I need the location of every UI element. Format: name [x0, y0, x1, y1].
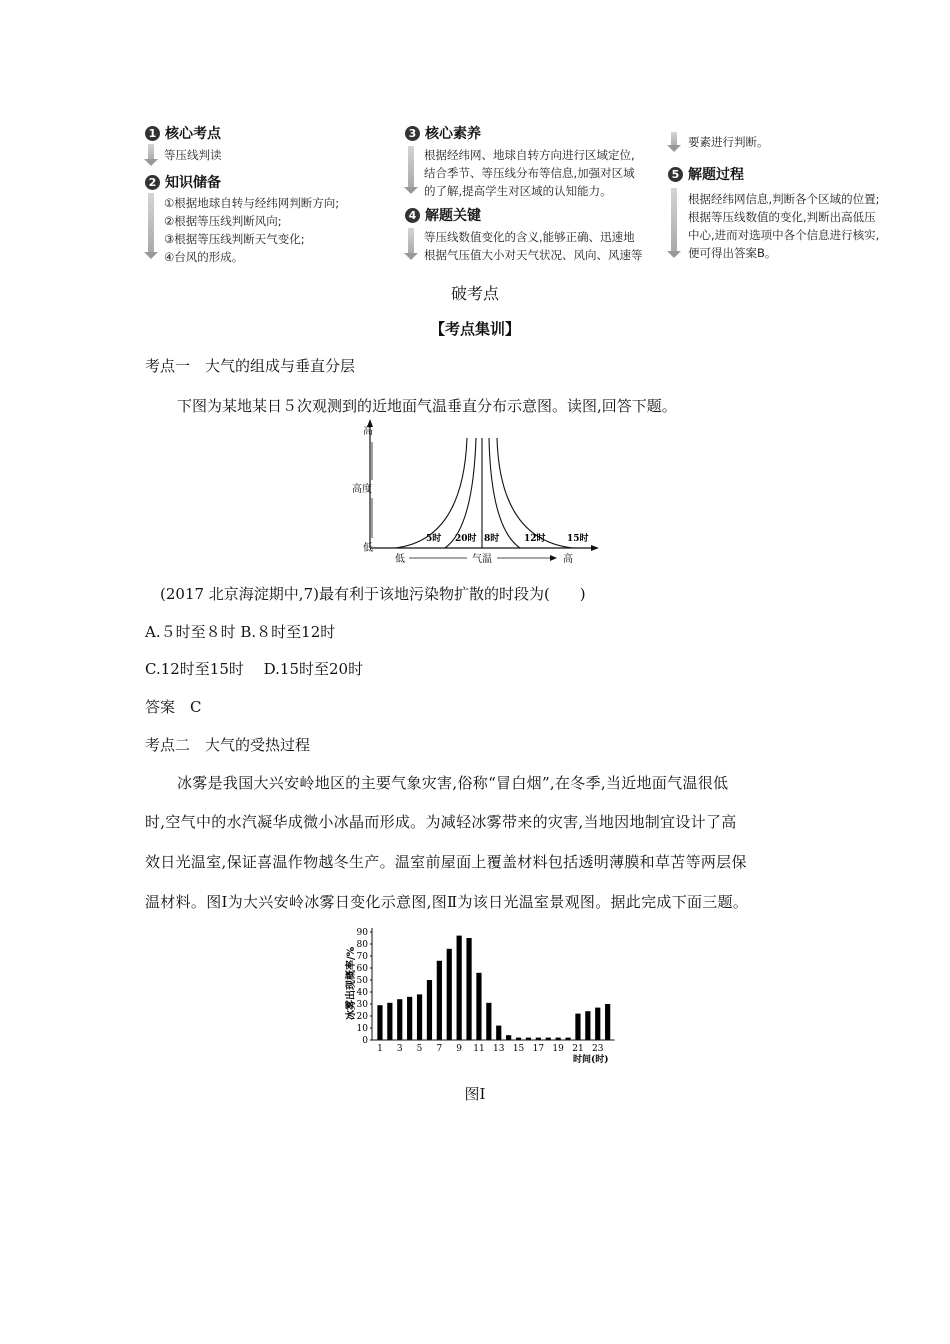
bar-22 — [585, 1011, 590, 1040]
question-text: (2017 北京海淀期中,7)最有利于该地污染物扩散的时段为( ) — [160, 585, 586, 603]
x-axis-label: 气温 — [472, 554, 492, 565]
y-tick-label: 0 — [362, 1036, 368, 1046]
text-line: 根据经纬网信息,判断各个区域的位置; — [688, 192, 880, 206]
x-axis-arrow-icon — [591, 545, 599, 551]
number-badge: 3 — [405, 126, 420, 141]
options-a-b: A.５时至８时 B.８时至12时 — [145, 623, 336, 641]
curve-20h — [445, 438, 476, 548]
bar-24 — [605, 1004, 610, 1040]
y-tick-label: 50 — [356, 976, 368, 986]
x-tick-label: 13 — [493, 1044, 505, 1054]
y-axis-label: 高度 — [352, 484, 372, 495]
section-title: 知识储备 — [165, 175, 221, 191]
y-low-label: 低 — [363, 543, 373, 554]
down-arrow-icon — [671, 188, 677, 252]
topic-one-intro: 下图为某地某日５次观测到的近地面气温垂直分布示意图。读图,回答下题。 — [177, 397, 677, 415]
y-tick-label: 30 — [356, 1000, 368, 1010]
text-line: 根据气压值大小对天气状况、风向、风速等 — [424, 248, 643, 262]
section-title: 解题过程 — [688, 167, 744, 183]
bar-6 — [427, 980, 432, 1040]
x-label-arrow-icon — [550, 555, 557, 561]
text-line: 中心,进而对选项中各个信息进行核实, — [688, 228, 880, 242]
literacy-text — [424, 146, 635, 200]
bar-5 — [417, 994, 422, 1040]
bar-3 — [397, 999, 402, 1040]
text-line: 的了解,提高学生对区域的认知能力。 — [424, 184, 612, 198]
y-high-label: 高 — [363, 426, 373, 437]
x-tick-label: 19 — [552, 1044, 564, 1054]
x-high-label: 高 — [563, 554, 573, 565]
x-low-label: 低 — [395, 554, 405, 565]
x-tick-label: 7 — [436, 1044, 443, 1054]
number-badge: 1 — [145, 126, 160, 141]
page-heading: 破考点 — [450, 284, 499, 303]
curve-label: 5时 — [426, 534, 442, 544]
number-badge: 4 — [405, 208, 420, 223]
text-line: 等压线数值变化的含义,能够正确、迅速地 — [424, 230, 635, 244]
x-tick-label: 21 — [572, 1044, 584, 1054]
paragraph-line: 温材料。图Ⅰ为大兴安岭冰雾日变化示意图,图Ⅱ为该日光温室景观图。据此完成下面三题。 — [145, 893, 749, 911]
down-arrow-icon — [408, 228, 414, 254]
section-knowledge — [145, 172, 221, 192]
x-tick-label: 3 — [396, 1044, 403, 1054]
ice-fog-bar-chart — [338, 920, 623, 1070]
y-axis-ticks — [357, 928, 372, 1046]
list-item: ②根据等压线判断风向; — [164, 214, 282, 228]
key-text-continued: 要素进行判断。 — [688, 135, 769, 149]
figure-caption: 图Ⅰ — [464, 1085, 486, 1103]
bar-9 — [457, 936, 462, 1040]
x-tick-label: 17 — [532, 1044, 545, 1054]
paragraph-line: 冰雾是我国大兴安岭地区的主要气象灾害,俗称“冒白烟”,在冬季,当近地面气温很低 — [177, 774, 729, 792]
bar-14 — [506, 1035, 511, 1040]
x-axis-label: 时间(时) — [573, 1055, 609, 1065]
down-arrow-icon — [671, 132, 677, 146]
y-tick-label: 90 — [356, 928, 368, 938]
list-item: ③根据等压线判断天气变化; — [164, 232, 305, 246]
curve-12h — [489, 438, 520, 548]
bar-4 — [407, 997, 412, 1040]
curve-label: 20时 — [455, 534, 477, 544]
bars — [377, 936, 610, 1040]
y-tick-label: 20 — [356, 1012, 368, 1022]
section-core-point — [145, 123, 221, 143]
curve-label: 15时 — [567, 534, 589, 544]
section-process — [668, 164, 744, 184]
bar-10 — [466, 938, 471, 1040]
number-badge: 5 — [668, 167, 683, 182]
text-line: 便可得出答案B。 — [688, 246, 777, 260]
x-tick-label: 23 — [592, 1044, 604, 1054]
curve-label: 8时 — [484, 534, 500, 544]
x-tick-label: 9 — [456, 1044, 463, 1054]
y-tick-label: 40 — [356, 988, 368, 998]
topic-one-title: 考点一 大气的组成与垂直分层 — [145, 357, 356, 375]
y-tick-label: 70 — [356, 952, 368, 962]
text-line: 根据经纬网、地球自转方向进行区域定位, — [424, 148, 635, 162]
x-tick-label: 11 — [473, 1044, 485, 1054]
options-c-d: C.12时至15时 D.15时至20时 — [145, 660, 364, 678]
section-title: 核心素养 — [425, 126, 481, 142]
curve-5h — [395, 438, 467, 548]
bar-2 — [387, 1003, 392, 1040]
bar-7 — [437, 961, 442, 1040]
curve-15h — [497, 438, 573, 548]
x-tick-label: 15 — [512, 1044, 525, 1054]
text-line: 结合季节、等压线分布等信息,加强对区域 — [424, 166, 635, 180]
bar-8 — [447, 949, 452, 1040]
bar-13 — [496, 1026, 501, 1040]
text-line: 根据等压线数值的变化,判断出高低压 — [688, 210, 876, 224]
down-arrow-icon — [148, 144, 154, 160]
y-axis-label: 冰雾出现概率/% — [346, 946, 357, 1020]
list-item: ④台风的形成。 — [164, 250, 244, 264]
x-tick-label: 5 — [416, 1044, 423, 1054]
y-tick-label: 80 — [356, 940, 368, 950]
process-text — [688, 190, 928, 262]
bar-23 — [595, 1008, 600, 1040]
paragraph-line: 时,空气中的水汽凝华成微小冰晶而形成。为减轻冰雾带来的灾害,当地因地制宜设计了高 — [145, 813, 737, 831]
page-subheading: 【考点集训】 — [429, 320, 520, 338]
section-literacy — [405, 123, 481, 143]
y-tick-label: 10 — [356, 1024, 368, 1034]
down-arrow-icon — [408, 146, 414, 188]
core-point-text: 等压线判读 — [164, 148, 222, 162]
knowledge-list — [164, 194, 339, 266]
section-title: 核心考点 — [165, 126, 221, 142]
down-arrow-icon — [148, 193, 154, 253]
temperature-profile-figure — [345, 418, 610, 568]
answer-text: 答案 C — [145, 698, 202, 716]
bar-11 — [476, 973, 481, 1040]
list-item: ①根据地球自转与经纬网判断方向; — [164, 196, 340, 210]
section-key — [405, 205, 481, 225]
number-badge: 2 — [145, 175, 160, 190]
curve-label: 12时 — [524, 534, 546, 544]
key-text — [424, 228, 643, 264]
y-tick-label: 60 — [356, 964, 368, 974]
bar-21 — [575, 1014, 580, 1040]
x-axis-ticks — [377, 1044, 604, 1054]
x-tick-label: 1 — [377, 1044, 383, 1054]
topic-two-title: 考点二 大气的受热过程 — [145, 736, 311, 754]
bar-1 — [377, 1005, 382, 1040]
section-title: 解题关键 — [425, 208, 481, 224]
paragraph-line: 效日光温室,保证喜温作物越冬生产。温室前屋面上覆盖材料包括透明薄膜和草苫等两层保 — [145, 853, 747, 871]
bar-12 — [486, 1003, 491, 1040]
